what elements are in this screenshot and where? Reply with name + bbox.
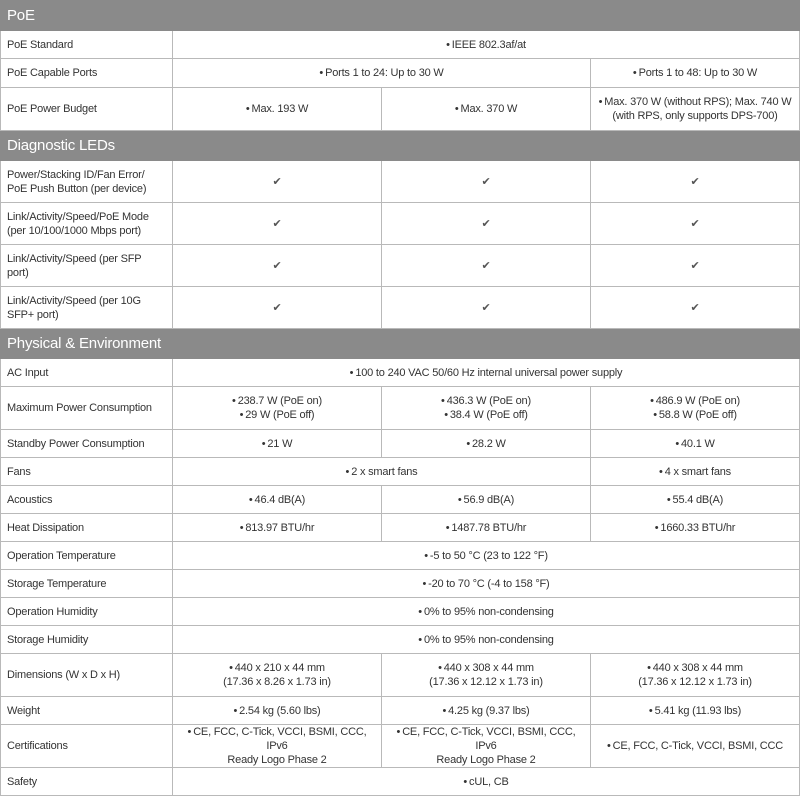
- row-value: • 21 W: [173, 430, 382, 458]
- row-value: • CE, FCC, C-Tick, VCCI, BSMI, CCC: [591, 725, 800, 768]
- section-header-physical-environment: [1, 329, 800, 359]
- row-label: AC Input: [1, 359, 173, 387]
- row-value: • IEEE 802.3af/at: [173, 31, 800, 59]
- table-row: [1, 514, 800, 542]
- row-label: PoE Standard: [1, 31, 173, 59]
- check-icon: ✔: [591, 161, 800, 203]
- row-value: • 1487.78 BTU/hr: [382, 514, 591, 542]
- row-value: • 486.9 W (PoE on) • 58.8 W (PoE off): [591, 387, 800, 430]
- row-value: • 440 x 308 x 44 mm (17.36 x 12.12 x 1.73 in): [591, 654, 800, 697]
- table-row: [1, 203, 800, 245]
- row-value: • 46.4 dB(A): [173, 486, 382, 514]
- check-icon: ✔: [382, 161, 591, 203]
- row-label: Weight: [1, 697, 173, 725]
- row-value: • 2 x smart fans: [173, 458, 591, 486]
- check-icon: ✔: [591, 245, 800, 287]
- row-value: • -20 to 70 °C (-4 to 158 °F): [173, 570, 800, 598]
- check-icon: ✔: [173, 203, 382, 245]
- table-row: [1, 570, 800, 598]
- row-label: Link/Activity/Speed/PoE Mode (per 10/100/1000 Mbps port): [1, 203, 173, 245]
- check-icon: ✔: [382, 287, 591, 329]
- row-value: • 440 x 210 x 44 mm (17.36 x 8.26 x 1.73 in): [173, 654, 382, 697]
- table-row: [1, 654, 800, 697]
- row-value: • 1660.33 BTU/hr: [591, 514, 800, 542]
- row-value: • 813.97 BTU/hr: [173, 514, 382, 542]
- table-row: [1, 59, 800, 88]
- row-value: • 4.25 kg (9.37 lbs): [382, 697, 591, 725]
- row-label: Link/Activity/Speed (per 10G SFP+ port): [1, 287, 173, 329]
- row-label: Power/Stacking ID/Fan Error/ PoE Push Button (per device): [1, 161, 173, 203]
- row-value: • 40.1 W: [591, 430, 800, 458]
- row-label: Operation Temperature: [1, 542, 173, 570]
- row-value: • 55.4 dB(A): [591, 486, 800, 514]
- row-value: • 238.7 W (PoE on) • 29 W (PoE off): [173, 387, 382, 430]
- table-row: [1, 542, 800, 570]
- check-icon: ✔: [173, 161, 382, 203]
- table-row: [1, 598, 800, 626]
- row-value: • CE, FCC, C-Tick, VCCI, BSMI, CCC, IPv6 Ready Logo Phase 2: [173, 725, 382, 768]
- section-title: Physical & Environment: [1, 329, 800, 359]
- row-label: Link/Activity/Speed (per SFP port): [1, 245, 173, 287]
- section-title: PoE: [1, 1, 800, 31]
- row-value: • 4 x smart fans: [591, 458, 800, 486]
- row-value: • 100 to 240 VAC 50/60 Hz internal universal power supply: [173, 359, 800, 387]
- row-label: Operation Humidity: [1, 598, 173, 626]
- table-row: [1, 88, 800, 131]
- table-row: [1, 287, 800, 329]
- row-value: • 440 x 308 x 44 mm (17.36 x 12.12 x 1.73 in): [382, 654, 591, 697]
- row-label: Safety: [1, 768, 173, 796]
- check-icon: ✔: [591, 203, 800, 245]
- table-row: [1, 626, 800, 654]
- row-label: Fans: [1, 458, 173, 486]
- row-value: • Max. 193 W: [173, 88, 382, 131]
- row-value: • Ports 1 to 24: Up to 30 W: [173, 59, 591, 88]
- table-row: [1, 430, 800, 458]
- table-row: [1, 161, 800, 203]
- row-label: Certifications: [1, 725, 173, 768]
- row-value: • Max. 370 W (without RPS); Max. 740 W (with RPS, only supports DPS-700): [591, 88, 800, 131]
- row-label: Dimensions (W x D x H): [1, 654, 173, 697]
- row-value: • cUL, CB: [173, 768, 800, 796]
- check-icon: ✔: [382, 203, 591, 245]
- section-title: Diagnostic LEDs: [1, 131, 800, 161]
- row-value: • 0% to 95% non-condensing: [173, 626, 800, 654]
- row-value: • 56.9 dB(A): [382, 486, 591, 514]
- row-value: • -5 to 50 °C (23 to 122 °F): [173, 542, 800, 570]
- table-row: [1, 725, 800, 768]
- row-value: • 0% to 95% non-condensing: [173, 598, 800, 626]
- row-value: • 2.54 kg (5.60 lbs): [173, 697, 382, 725]
- row-label: Storage Humidity: [1, 626, 173, 654]
- row-label: Maximum Power Consumption: [1, 387, 173, 430]
- row-value: • 5.41 kg (11.93 lbs): [591, 697, 800, 725]
- row-value: • 436.3 W (PoE on) • 38.4 W (PoE off): [382, 387, 591, 430]
- table-row: [1, 486, 800, 514]
- table-row: [1, 768, 800, 796]
- row-label: Storage Temperature: [1, 570, 173, 598]
- check-icon: ✔: [173, 245, 382, 287]
- row-label: PoE Capable Ports: [1, 59, 173, 88]
- row-label: Acoustics: [1, 486, 173, 514]
- table-row: [1, 458, 800, 486]
- row-value: • CE, FCC, C-Tick, VCCI, BSMI, CCC, IPv6 Ready Logo Phase 2: [382, 725, 591, 768]
- row-value: • 28.2 W: [382, 430, 591, 458]
- table-row: [1, 697, 800, 725]
- table-row: [1, 387, 800, 430]
- table-row: [1, 359, 800, 387]
- section-header-diagnostic-leds: [1, 131, 800, 161]
- row-value: • Ports 1 to 48: Up to 30 W: [591, 59, 800, 88]
- check-icon: ✔: [591, 287, 800, 329]
- check-icon: ✔: [173, 287, 382, 329]
- row-label: Heat Dissipation: [1, 514, 173, 542]
- table-row: [1, 245, 800, 287]
- row-label: Standby Power Consumption: [1, 430, 173, 458]
- row-label: PoE Power Budget: [1, 88, 173, 131]
- table-row: [1, 31, 800, 59]
- section-header-poe: [1, 1, 800, 31]
- row-value: • Max. 370 W: [382, 88, 591, 131]
- check-icon: ✔: [382, 245, 591, 287]
